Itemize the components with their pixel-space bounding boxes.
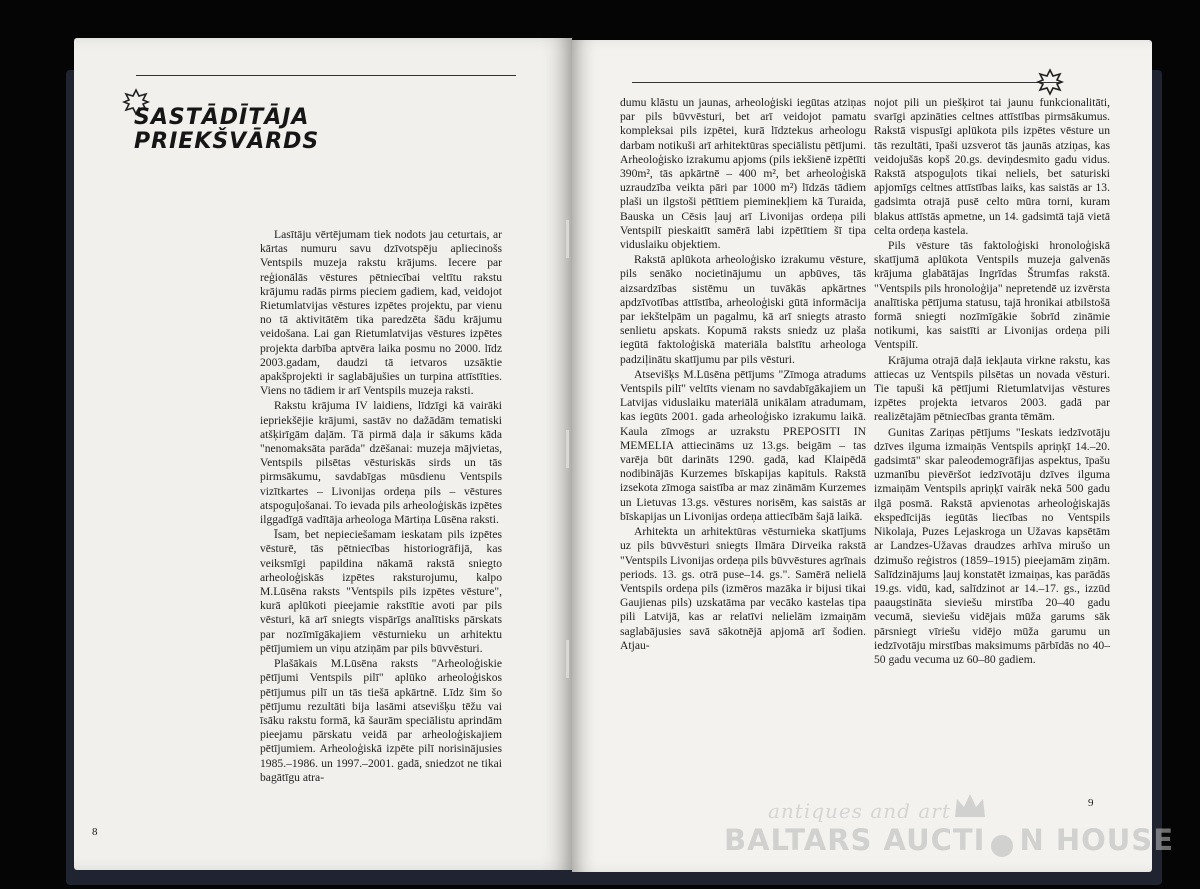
watermark-tagline: antiques and art [768, 799, 951, 823]
watermark-brand-part-2: N HOUSE [1019, 823, 1175, 857]
paragraph: Īsam, bet nepieciešamam ieskatam pils izpētes vēsturē, tās pētniecības historiogrāfijā, kas veiksmīgi papildina nākamā rakstā sniegto arheoloģiskās izpētes raksturojumu, kalpo M.Lūsēna raksts "Ventspils pils izpētes vēsture", kurā aplūkoti pieejamie rakstītie avoti par pils vēsturi, kā arī sniegts vispārīgs analītisks pārskats par nozīmīgākajiem vēsturnieku un arhitektu pētījumiem un viņu atziņām par pils būvvēsturi. [260, 528, 502, 655]
page-number: 9 [1088, 797, 1094, 809]
right-text-column-1 [620, 96, 866, 653]
paragraph: Pils vēsture tās faktoloģiski hronoloģiskā skatījumā aplūkota Ventspils muzeja galvenās krājuma glabātājas Ingrīdas Štrumfas rakstā. "Ventspils pils hronoloģija" nepretendē uz izvērsta analītiska pētījuma statusu, tajā hronikai atbilstošā formā sniegti nozīmīgākie šobrīd zināmie notikumi, kas saistīti ar Livonijas ordeņa pili Ventspilī. [874, 239, 1110, 352]
paragraph: Krājuma otrajā daļā iekļauta virkne rakstu, kas attiecas uz Ventspils pilsētas un novada vēsturi. Tie tapuši kā pētījumi Rietumlatvijas vēstures izpētes projekta ietvaros 2003. gadā par realizētajām pētniecības granta tēmām. [874, 353, 1110, 424]
ornament-icon [1036, 68, 1064, 96]
paragraph: nojot pili un piešķirot tai jaunu funkcionalitāti, svarīgi apzināties celtnes attīstības pirmsākumus. Rakstā vispusīgi aplūkota pils izpētes vēsture un tās rezultāti, īpaši uzsverot tās jaunās atziņas, kas veidojušās kopš 20.gs. deviņdesmito gadu vidus. Rakstā atspoguļots tikai neliels, bet saturiski apjomīgs celtnes attīstības laiks, kas saistās ar 13. gadsimta otrajā pusē celto mūra torni, kuram blakus attīstās apmetne, un 14. gadsimtā tajā vietā celta ordeņa kastela. [874, 96, 1110, 237]
paragraph: Atsevišķs M.Lūsēna pētījums "Zīmoga atradums Ventspils pilī" veltīts vienam no savdabīgākajiem un Latvijas viduslaiku materiālā unikālam atradumam, kas iegūts 2001. gada arheoloģisko izrakumu laikā. Kaula zīmogs ar uzrakstu PREPOSITI IN MEMELIA attiecināms uz 13.gs. beigām – tas varēja būt darināts 1290. gadā, kad Klaipēdā nodibinājās Kurzemes bīskapijas kapituls. Rakstā izsekota zīmoga saistība ar maz zināmām Kurzemes un Lietuvas 13.gs. vēstures norisēm, kas saistās ar bīskapijas un Livonijas ordeņa attiecībām šajā laikā. [620, 367, 866, 523]
paragraph: Arhitekta un arhitektūras vēsturnieka skatījums uz pils būvvēsturi sniegts Ilmāra Dirveika rakstā "Ventspils Livonijas ordeņa pils būvvēstures agrīnais periods. 13. gs. otrā puse–14. gs.". Samērā nelielā Ventspils ordeņa pils (izmēros mazāka ir bijusi tikai Gaujienas pils) uzskatāma par vecāko kastelas tipa pili Latvijā, kas ar relatīvi nelielām izmaiņām saglabājusies savā sākotnējā apjomā arī šodien. Atjau- [620, 525, 866, 652]
page-title [134, 106, 319, 154]
binding-stitch [566, 430, 569, 468]
right-text-column-2 [874, 96, 1110, 667]
header-rule [632, 82, 1062, 83]
paragraph: Lasītāju vērtējumam tiek nodots jau ceturtais, ar kārtas numuru savu dzīvotspēju apliecinošs Ventspils muzeja rakstu krājums. Iecere par reģionālās vēstures pētniecībai veltītu rakstu krājumu radās pirms pieciem gadiem, kad, veidojot Rietumlatvijas vēstures izpētes projektu, par vienu no tā aktivitātēm tika paredzēta šādu krājumu veidošana. Lai gan Rietumlatvijas vēstures izpētes projekta darbība aptvēra laika posmu no 2000. līdz 2003.gadam, daudzi tā ietvaros uzsāktie apakšprojekti ir saglabājušies un turpina attīstīties. Viens no tādiem ir arī Ventspils muzeja raksti. [260, 228, 502, 398]
paragraph: Rakstu krājuma IV laidiens, līdzīgi kā vairāki iepriekšējie krājumi, sastāv no dažādām tematiski atšķirīgām daļām. Tā pirmā daļa ir sākums kāda "nenomaksāta parāda" dzēšanai: muzeja mājvietas, Ventspils pilsētas vēsturiskās sirds un tās pirmsākumu, savdabīgas mūsdienu Ventspils vizītkartes – Livonijas ordeņa pils – vēstures atspoguļošanai. To ievada pils arheoloģiskās izpētes ilggadīgā vadītāja arheologa Mārtiņa Lūsēna raksti. [260, 399, 502, 527]
header-rule [136, 75, 516, 76]
binding-stitch [566, 640, 569, 678]
title-line-1: SASTĀDĪTĀJA [134, 105, 310, 130]
title-line-2: PRIEKŠVĀRDS [134, 129, 320, 154]
paragraph: dumu klāstu un jaunas, arheoloģiski iegūtas atziņas par pils būvvēsturi, bet arī veidojot pamatu kompleksai pils izpētei, kurā līdztekus arheologu darbam notikuši arī arhitektūras speciālistu pētījumi. Arheoloģisko izrakumu apjoms (pils iekšienē izpētīti 390m², tās apkārtnē – 400 m², bet arheoloģiskā uzraudzība veikta pāri par 1000 m²) līdzās tādiem plaši un ilgstoši pētītiem pieminekļiem kā Turaida, Bauska un Cēsis ļauj arī Livonijas ordeņa pili Ventspilī pieskaitīt samērā labi izpētītiem šī tipa viduslaiku objektiem. [620, 96, 866, 252]
paragraph: Rakstā aplūkota arheoloģisko izrakumu vēsture, pils senāko nocietinājumu un apbūves, tās aizsardzības sistēmu un tuvākās apkārtnes apdzīvotības attīstība, arheoloģiski gūtā informācija par iekštelpām un pagalmu, kā arī sniegts atrasto senlietu apskats. Kopumā raksts sniedz uz plaša iegūtā faktoloģiskā materiāla balstītu arheologa padziļinātu skatījumu par pils vēsturi. [620, 253, 866, 366]
right-page [572, 40, 1152, 872]
page-number: 8 [92, 826, 98, 838]
left-page [74, 38, 572, 870]
left-text-column [260, 228, 502, 785]
watermark-brand-part-1: BALTARS AUCTI [724, 823, 986, 857]
paragraph: Plašākais M.Lūsēna raksts "Arheoloģiskie pētījumi Ventspils pilī" aplūko arheoloģiskos pētījumus pilī un tās tiešā apkārtnē. Līdz šim šo pētījumu rezultāti bija lasāmi atsevišķu tēžu vai īsāku rakstu formā, kā šaurām speciālistu aprindām pieejamu pārskatu veidā par arheoloģiskajiem pētījumiem. Arheoloģiskā izpēte pilī norisinājusies 1985.–1986. un 1997.–2001. gadā, sniedzot ne tikai bagātīgu atra- [260, 657, 502, 784]
paragraph: Gunitas Zariņas pētījums "Ieskats iedzīvotāju dzīves ilguma izmaiņās Ventspils apriņķī 14.–20. gadsimtā" skar paleodemogrāfijas aspektus, īpašu uzmanību pievēršot iedzīvotāju dzīves ilguma izmaiņām Ventspils apriņķī vairāk nekā 500 gadu ilgā posmā. Rakstā apvienotas arheoloģiskajās ekspedīcijās iegūtās liecības no Ventspils Nikolaja, Puzes Lejaskroga un Užavas kapsētām ar Landzes-Užavas draudzes arhīva mirušo un dzimušo reģistros (1859–1915) pieejamām ziņām. Salīdzinājums ļauj konstatēt izmaiņas, kas parādās 19.gs. vidū, kad, salīdzinot ar 14.–17. gs., izzūd paaugstināta sieviešu mirstība 20–40 gadu vecumā, sieviešu vidējais mūža garums sāk pārsniegt vīriešu vidējo mūža garumu un iedzīvotāju mirstības maksimums pārbīdās no 40–50 gadu vecuma uz 60–80 gadiem. [874, 425, 1110, 666]
binding-stitch [566, 220, 569, 258]
